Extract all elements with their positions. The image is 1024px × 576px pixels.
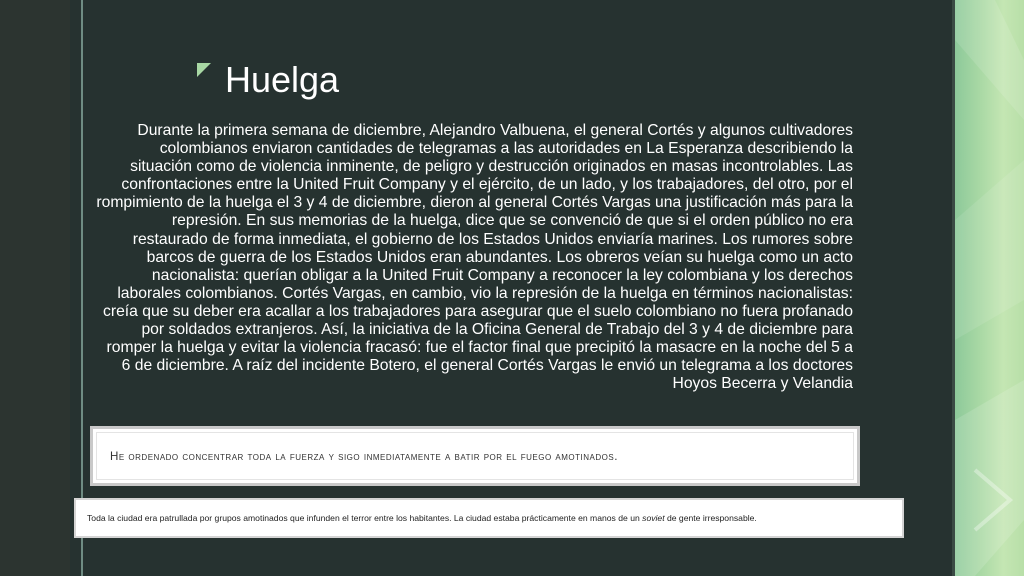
city-quote-text [87,513,757,523]
telegram-quote-image [90,426,860,486]
body-paragraph: Durante la primera semana de diciembre, Alejandro Valbuena, el general Cortés y algunos cultivadores colombianos enviaron cantidades de telegramas a las autoridades en La Esperanza describiendo la situación como de violencia inminente, de peligro y destrucción originados en masas incontrolables. Las confrontaciones entre la United Fruit Company y el ejército, de un lado, y los trabajadores, del otro, por el rompimiento de la huelga el 3 y 4 de diciembre, dieron al general Cortés Vargas una justificación más para la represión. En sus memorias de la huelga, dice que se convenció de que si el orden público no era restaurado de forma inmediata, el gobierno de los Estados Unidos enviaría marines. Los rumores sobre barcos de guerra de los Estados Unidos eran abundantes. Los obreros veían su huelga como un acto nacionalista: querían obligar a la United Fruit Company a reconocer la ley colombiana y los derechos laborales colombianos. Cortés Vargas, en cambio, vio la represión de la huelga en términos nacionalistas: creía que su deber era acallar a los trabajadores para asegurar que el suelo colombiano no fuera profanado por soldados extranjeros. Así, la iniciativa de la Oficina General de Trabajo del 3 y 4 de diciembre para romper la huelga y evitar la violencia fracasó: fue el factor final que precipitó la masacre en la noche del 5 a 6 de diciembre. A raíz del incidente Botero, el general Cortés Vargas le envió un telegrama a los doctores Hoyos Becerra y Velandia [96,122,853,393]
left-panel [0,0,70,576]
city-quote-part-1: Toda la ciudad era patrullada por grupos amotinados que infunden el terror entre los habitantes. La ciudad estaba prácticamente en manos de un [87,513,643,523]
right-band-pattern [955,0,1024,576]
slide-title: Huelga [225,59,340,100]
left-divider-line [81,0,83,576]
telegram-quote-text: He ordenado concentrar toda la fuerza y sigo inmediatamente a batir por el fuego amotinados. [110,450,618,463]
city-quote-part-2: de gente irresponsable. [664,513,757,523]
city-quote-image [74,498,904,538]
title-triangle-icon [197,63,211,77]
city-quote-italic: soviet [642,513,665,523]
